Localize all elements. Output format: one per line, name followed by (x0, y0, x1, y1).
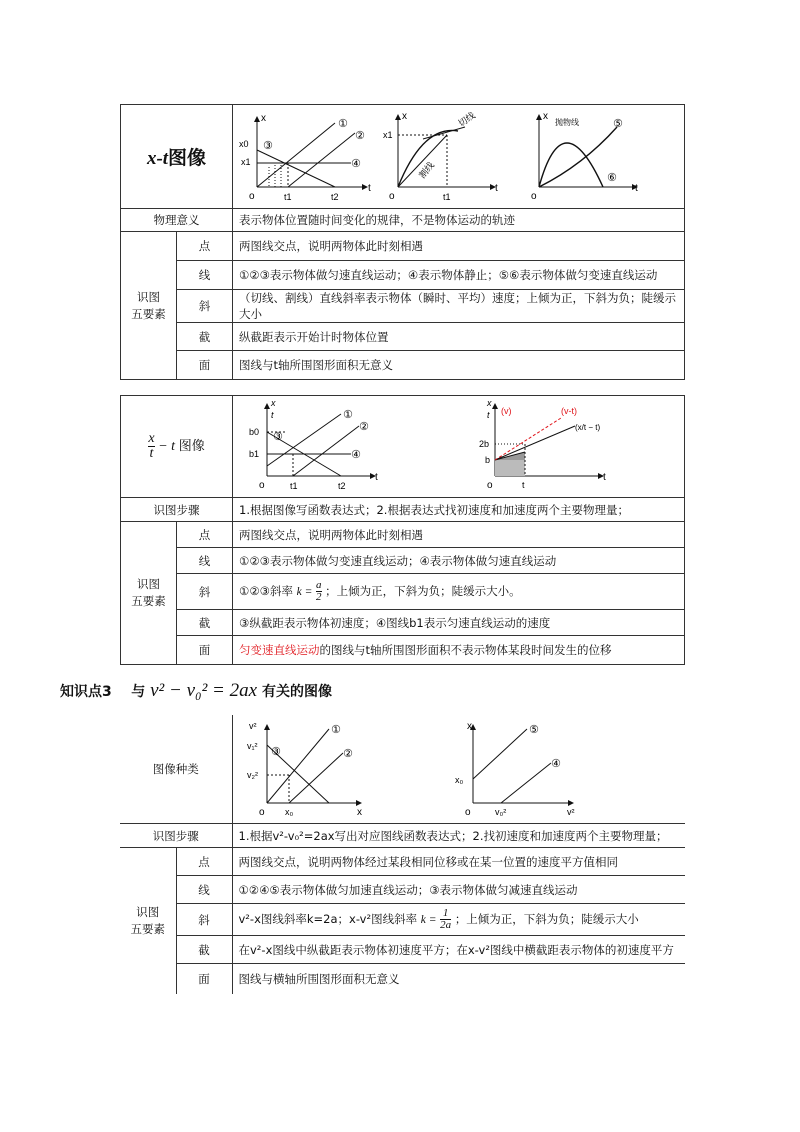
xv2-graph-lines (455, 721, 575, 818)
svg-text:(v): (v) (501, 406, 512, 416)
svg-text:抛物线: 抛物线 (555, 118, 579, 127)
xtt-row-sub: 截 (177, 610, 233, 636)
svg-text:x₀: x₀ (284, 807, 293, 817)
v2x-row-text: ①②④⑤表示物体做匀加速直线运动；③表示物体做匀减速直线运动 (232, 876, 685, 904)
xt-physics-label: 物理意义 (121, 209, 233, 232)
svg-text:t: t (487, 410, 490, 420)
svg-text:切线: 切线 (456, 110, 477, 129)
xtt-graph-compare (479, 398, 606, 491)
xtt-graph-lines (249, 398, 378, 491)
svg-text:(x/t − t): (x/t − t) (575, 423, 601, 432)
v2x-row-text: 图线与横轴所围图形面积无意义 (232, 964, 685, 994)
svg-text:x: x (543, 111, 548, 122)
svg-text:②: ② (359, 421, 369, 433)
svg-text:①: ① (330, 724, 341, 736)
svg-text:t: t (603, 472, 606, 483)
svg-text:t: t (522, 480, 525, 490)
xtt-row-text: 两图线交点，说明两物体此时刻相遇 (233, 522, 685, 548)
xtt-row-sub: 线 (177, 548, 233, 574)
svg-text:t1: t1 (290, 481, 298, 491)
svg-text:v₀²: v₀² (494, 807, 506, 817)
svg-text:t1: t1 (284, 192, 292, 202)
svg-text:t: t (375, 472, 378, 483)
svg-text:①: ① (338, 118, 348, 130)
v2x-row-sub: 面 (176, 964, 232, 994)
svg-text:①: ① (343, 409, 353, 421)
v2x-graphs (233, 715, 683, 820)
svg-text:b: b (485, 455, 491, 465)
xt-row-sub: 点 (177, 232, 233, 261)
v2x-row-slope: v²-x图线斜率k=2a；x-v²图线斜率 k = $\frac{1}{2a}$ ；上倾为正，下斜为负；陡缓示大小 (232, 904, 685, 936)
svg-text:④: ④ (351, 449, 361, 461)
xt-graph-parabola (531, 111, 638, 202)
svg-text:②: ② (342, 748, 353, 760)
svg-text:o: o (259, 480, 265, 491)
v2x-row-sub: 截 (176, 936, 232, 964)
svg-text:④: ④ (351, 158, 361, 170)
svg-text:o: o (531, 191, 537, 202)
xt-title: x-t图像 (146, 147, 207, 169)
xtt-title-fraction: $\frac{x}{t}$ (148, 431, 155, 461)
svg-text:o: o (464, 807, 471, 818)
svg-text:t2: t2 (338, 481, 346, 491)
svg-text:(v-t): (v-t) (561, 406, 578, 416)
xtt-graphs (233, 396, 683, 494)
svg-text:t: t (271, 410, 274, 420)
xtt-title-cell: $\frac{x}{t}$ − t 图像 (121, 396, 233, 498)
svg-text:x: x (466, 721, 472, 732)
xt-row-text: （切线、割线）直线斜率表示物体（瞬时、平均）速度；上倾为正，下斜为负；陡缓示大小 (233, 290, 685, 323)
xtt-steps-label: 识图步骤 (121, 498, 233, 522)
xtt-row-text: ③纵截距表示物体初速度；④图线b1表示匀速直线运动的速度 (233, 610, 685, 636)
v2x-row-sub: 斜 (176, 904, 232, 936)
svg-text:v²: v² (566, 807, 574, 817)
svg-text:t1: t1 (443, 192, 451, 202)
svg-text:x: x (487, 398, 492, 408)
xt-row-sub: 线 (177, 261, 233, 290)
svg-text:x1: x1 (383, 130, 393, 140)
svg-text:v²: v² (248, 721, 256, 731)
v2x-kind-label: 图像种类 (120, 715, 232, 824)
svg-text:x: x (356, 807, 362, 818)
xt-row-text: 两图线交点，说明两物体此时刻相遇 (233, 232, 685, 261)
svg-text:v₂²: v₂² (246, 770, 258, 780)
v2x-graphs-cell (232, 715, 685, 824)
xt-t-table (120, 395, 685, 665)
v2x-graph-lines (247, 721, 362, 818)
xt-title-cell (121, 105, 233, 209)
xtt-row-sub: 点 (177, 522, 233, 548)
v2x-steps-text: 1.根据v²-v₀²=2ax写出对应图线函数表达式；2.找初速度和加速度两个主要物理量； (232, 824, 685, 848)
xt-graphs (233, 105, 683, 205)
v2x-row-text: 在v²-x图线中纵截距表示物体初速度平方；在x-v²图线中横截距表示物体的初速度平方 (232, 936, 685, 964)
xt-row-sub: 斜 (177, 290, 233, 323)
svg-text:⑤: ⑤ (528, 724, 539, 736)
svg-text:o: o (389, 191, 395, 202)
svg-text:x: x (402, 111, 407, 122)
svg-text:t: t (368, 183, 371, 194)
svg-text:②: ② (355, 130, 365, 142)
xtt-row-sub: 斜 (177, 574, 233, 610)
xt-row-sub: 面 (177, 351, 233, 380)
svg-text:o: o (487, 480, 493, 491)
svg-text:b0: b0 (249, 427, 260, 437)
xtt-group-label: 识图 五要素 (121, 522, 177, 665)
xt-physics-text: 表示物体位置随时间变化的规律，不是物体运动的轨迹 (233, 209, 685, 232)
v2x-table (120, 715, 685, 994)
v2x-row-sub: 点 (176, 848, 232, 876)
v2x-group-label: 识图 五要素 (120, 848, 176, 994)
xt-group-label: 识图 五要素 (121, 232, 177, 380)
svg-text:割线: 割线 (416, 160, 437, 181)
v2x-row-sub: 线 (176, 876, 232, 904)
svg-text:t: t (495, 183, 498, 194)
svg-text:⑥: ⑥ (607, 172, 617, 184)
svg-text:b1: b1 (249, 449, 260, 459)
svg-text:x1: x1 (241, 157, 251, 167)
xt-row-sub: 截 (177, 323, 233, 351)
svg-text:x0: x0 (239, 139, 249, 149)
xt-row-text: 纵截距表示开始计时物体位置 (233, 323, 685, 351)
xt-row-text: ①②③表示物体做匀速直线运动；④表示物体静止；⑤⑥表示物体做匀变速直线运动 (233, 261, 685, 290)
svg-text:⑤: ⑤ (613, 118, 623, 130)
section-heading-3: 知识点3 与 v² − v₀² = 2ax 有关的图像 (60, 680, 332, 701)
xtt-steps-text: 1.根据图像写函数表达式；2.根据表达式找初速度和加速度两个主要物理量； (233, 498, 685, 522)
svg-text:o: o (258, 807, 265, 818)
svg-text:x: x (261, 113, 266, 124)
svg-text:③: ③ (263, 140, 273, 152)
xtt-row-text: 匀变速直线运动的图线与t轴所围图形面积不表示物体某段时间发生的位移 (233, 636, 685, 665)
xtt-row-text: ①②③表示物体做匀变速直线运动；④表示物体做匀速直线运动 (233, 548, 685, 574)
v2x-row-text: 两图线交点，说明两物体经过某段相同位移或在某一位置的速度平方值相同 (232, 848, 685, 876)
svg-text:t: t (635, 183, 638, 194)
xt-graph-lines (239, 113, 371, 202)
xt-graph-tangent (383, 109, 498, 202)
xt-table (120, 104, 685, 380)
xt-row-text: 图线与t轴所围图形面积无意义 (233, 351, 685, 380)
svg-text:x: x (271, 398, 276, 408)
xtt-row-slope: ①②③斜率 k = $\frac{a}{2}$ ；上倾为正，下斜为负；陡缓示大小。 (233, 574, 685, 610)
svg-text:③: ③ (270, 746, 281, 758)
v2x-steps-label: 识图步骤 (120, 824, 232, 848)
svg-text:2b: 2b (479, 439, 490, 449)
svg-text:o: o (249, 191, 255, 202)
xtt-graphs-cell (233, 396, 685, 498)
xtt-row-sub: 面 (177, 636, 233, 665)
svg-text:x₀: x₀ (454, 775, 463, 785)
svg-text:t2: t2 (331, 192, 339, 202)
svg-text:v₁²: v₁² (246, 741, 258, 751)
svg-text:③: ③ (273, 431, 283, 443)
xt-graphs-cell (233, 105, 685, 209)
svg-text:④: ④ (550, 758, 561, 770)
